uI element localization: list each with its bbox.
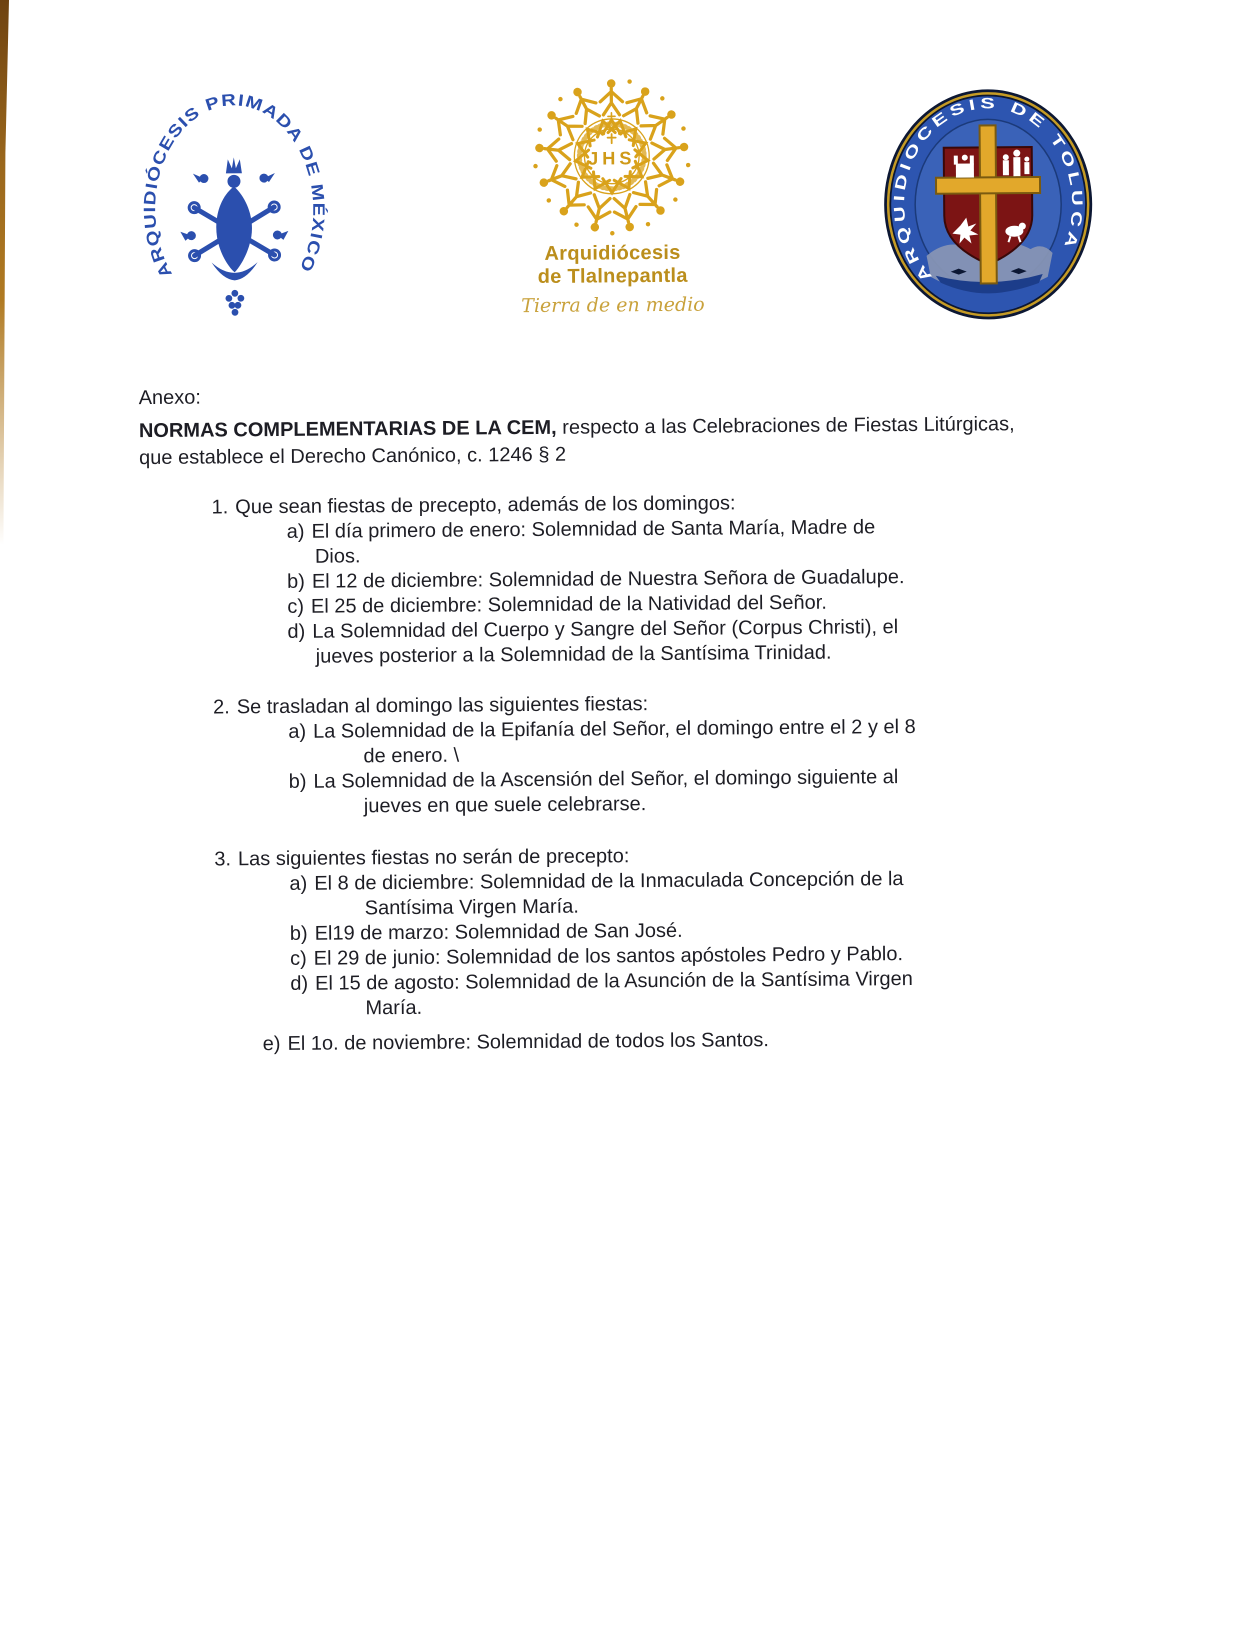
heading-rest: respecto a las Celebraciones de Fiestas Litúrgicas,: [556, 413, 1015, 439]
item-number: 1.: [211, 496, 229, 519]
subitem-text: El 12 de diciembre: Solemnidad de Nuestra Señora de Guadalupe.: [311, 566, 905, 593]
tlalnepantla-sunburst-icon: [525, 70, 698, 243]
subitem-letter: d): [290, 972, 309, 995]
item-title: Las siguientes fiestas no serán de precepto:: [237, 845, 630, 871]
item-number: 3.: [214, 848, 232, 871]
heading-bold: NORMAS COMPLEMENTARIAS DE LA CEM,: [138, 416, 557, 443]
arquidiocesis-de-toluca-logo: [879, 85, 1097, 325]
subitem-letter: b): [287, 570, 305, 593]
document-heading-line2: que establece el Derecho Canónico, c. 1246 § 2: [139, 443, 567, 470]
subitem-3a-cont: Santísima Virgen María.: [364, 895, 579, 920]
subitem-text: El 1o. de noviembre: Solemnidad de todos los Santos.: [287, 1029, 770, 1055]
grape-ornament-icon: [225, 290, 244, 316]
subitem-letter: c): [287, 595, 305, 618]
subitem-text: El día primero de enero: Solemnidad de Santa María, Madre de: [311, 516, 876, 543]
subitem-letter: c): [289, 947, 307, 970]
arquidiocesis-primada-de-mexico-logo: [131, 85, 337, 339]
subitem-text: El19 de marzo: Solemnidad de San José.: [314, 919, 683, 945]
subitem-1d-cont: jueves posterior a la Solemnidad de la Santísima Trinidad.: [315, 641, 832, 668]
subitem-letter: e): [262, 1032, 281, 1056]
subitem-text: La Solemnidad del Cuerpo y Sangre del Señor (Corpus Christi), el: [312, 616, 899, 643]
subitem-letter: a): [289, 872, 308, 895]
toluca-ring-text: ARQUIDIOCESIS DE TOLUCA: [891, 95, 1086, 285]
annex-label: Anexo:: [138, 386, 202, 410]
arquidiocesis-de-tlalnepantla-logo: [498, 69, 726, 331]
subitem-letter: d): [287, 620, 306, 643]
subitem-letter: b): [288, 770, 307, 793]
tlalnepantla-tagline: Tierra de en medio: [521, 293, 705, 318]
subitem-2a-cont: de enero. \: [363, 744, 460, 768]
subitem-text: El 15 de agosto: Solemnidad de la Asunción de la Santísima Virgen: [314, 968, 913, 995]
item-title: Se trasladan al domingo las siguientes fiestas:: [236, 693, 649, 719]
subitem-letter: a): [288, 720, 307, 743]
subitem-e: [263, 1025, 1184, 1057]
jhs-monogram: JHS: [587, 148, 636, 169]
subitem-2b-cont: jueves en que suele celebrarse.: [363, 793, 647, 818]
virgin-of-guadalupe-icon: [180, 157, 289, 316]
subitem-text: El 8 de diciembre: Solemnidad de la Inmaculada Concepción de la: [314, 868, 904, 895]
subitem-1a-cont: Dios.: [314, 545, 361, 568]
subitem-text: El 25 de diciembre: Solemnidad de la Natividad del Señor.: [310, 591, 827, 618]
subitem-text: La Solemnidad de la Ascensión del Señor, el domingo siguiente al: [313, 766, 899, 793]
subitem-text: El 29 de junio: Solemnidad de los santos apóstoles Pedro y Pablo.: [313, 943, 904, 970]
tlalnepantla-name-line2: de Tlalnepantla: [537, 264, 688, 288]
subitem-3d-cont: María.: [365, 996, 423, 1020]
item-number: 2.: [213, 696, 230, 719]
subitem-text: La Solemnidad de la Epifanía del Señor, el domingo entre el 2 y el 8: [313, 715, 916, 743]
mexico-ring-text: ARQUIDIÓCESIS PRIMADA DE MÉXICO: [141, 91, 328, 281]
subitem-letter: b): [289, 922, 308, 945]
item-title: Que sean fiestas de precepto, además de los domingos:: [235, 492, 736, 519]
subitem-letter: a): [286, 520, 305, 543]
document-body: [139, 378, 1184, 1058]
tlalnepantla-name-line1: Arquidiócesis: [544, 241, 681, 265]
